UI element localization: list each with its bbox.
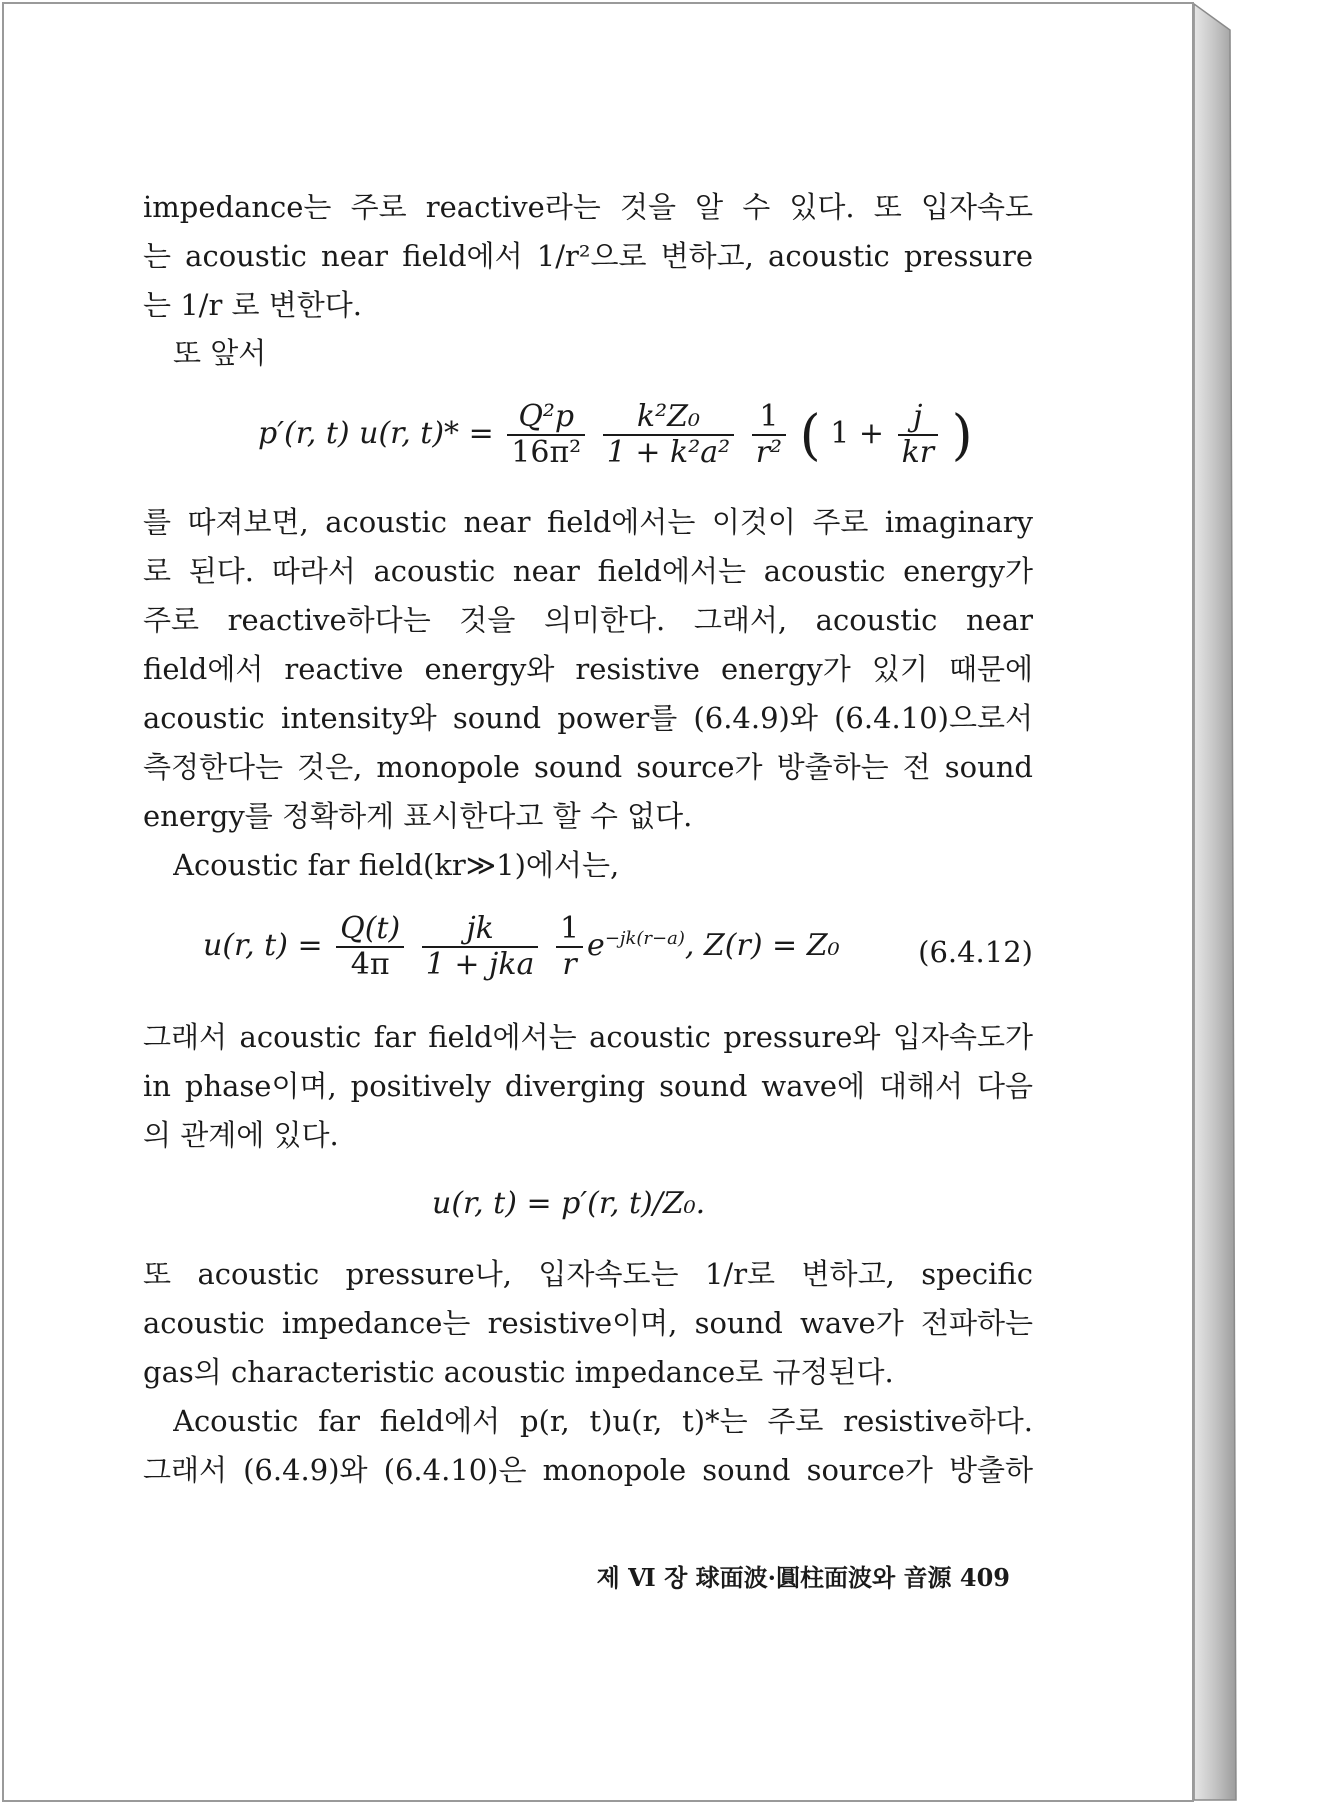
text-line: 그래서 acoustic far field에서는 acoustic pressure와 입자속도가: [143, 1020, 1033, 1054]
page-footer: 제 Ⅵ 장 球面波·圓柱面波와 音源 409: [596, 1563, 1010, 1592]
text-line: 또 앞서: [173, 336, 267, 370]
text-line: 또 acoustic pressure나, 입자속도는 1/r로 변하고, specific: [143, 1257, 1033, 1291]
fraction: $\frac{1}{r}$: [556, 912, 583, 982]
text-line: 측정한다는 것은, monopole sound source가 방출하는 전 sound: [143, 750, 1033, 784]
text-line: acoustic impedance는 resistive이며, sound wave가 전파하는: [143, 1306, 1033, 1340]
eq1-paren-lead: 1 +: [830, 416, 885, 451]
fraction: $\frac{\text{k²Z₀}}{\text{1 + k²a²}}$: [603, 400, 734, 470]
equation-1: [258, 400, 973, 470]
text-line: impedance는 주로 reactive라는 것을 알 수 있다. 또 입자속도: [143, 190, 1033, 224]
text-line: 주로 reactive하다는 것을 의미한다. 그래서, acoustic near: [143, 603, 1033, 637]
fraction: $\frac{j}{kr}$: [898, 400, 939, 470]
equation-2: [203, 912, 840, 982]
paren-open: (: [799, 403, 821, 467]
text-line: gas의 characteristic acoustic impedance로 규정된다.: [143, 1355, 894, 1389]
eq2-exp-power: −jk(r−a): [604, 928, 685, 949]
text-line: 를 따져보면, acoustic near field에서는 이것이 주로 imaginary: [143, 505, 1033, 539]
text-line: Acoustic far field(kr≫1)에서는,: [173, 848, 620, 882]
fraction: $\frac{jk}{\text{1 + jka}}$: [422, 912, 539, 982]
paren-close: ): [951, 403, 973, 467]
text-line: 로 된다. 따라서 acoustic near field에서는 acoustic energy가: [143, 554, 1033, 588]
text-line: in phase이며, positively diverging sound wave에 대해서 다음: [143, 1069, 1033, 1103]
equation-3: u(r, t) = p′(r, t)/Z₀.: [432, 1186, 706, 1221]
text-line: acoustic intensity와 sound power를 (6.4.9)와 (6.4.10)으로서: [143, 701, 1033, 735]
book-spine: [1194, 2, 1239, 1802]
text-line: Acoustic far field에서 p(r, t)u(r, t)*는 주로 resistive하다.: [173, 1404, 1033, 1438]
text-line: 의 관계에 있다.: [143, 1118, 339, 1152]
fraction: $\frac{Q(t)}{4\pi}$: [336, 912, 404, 982]
eq2-exp-base: e: [587, 928, 605, 963]
text-line: 그래서 (6.4.9)와 (6.4.10)은 monopole sound source가 방출하: [143, 1453, 1033, 1487]
eq2-rhs: , Z(r) = Z₀: [684, 928, 840, 963]
fraction: $\frac{1}{\text{r²}}$: [752, 400, 786, 470]
text-line: 는 acoustic near field에서 1/r²으로 변하고, acoustic pressure: [143, 239, 1033, 273]
eq1-lhs: p′(r, t) u(r, t)* =: [258, 416, 494, 451]
fraction: $\frac{\text{Q²p}}{\text{16π²}}$: [507, 400, 585, 470]
text-line: 는 1/r 로 변한다.: [143, 288, 363, 322]
text-line: field에서 reactive energy와 resistive energy가 있기 때문에: [143, 652, 1033, 686]
equation-number: (6.4.12): [918, 935, 1033, 969]
eq2-lhs: u(r, t) =: [203, 928, 323, 963]
text-line: energy를 정확하게 표시한다고 할 수 없다.: [143, 799, 693, 833]
